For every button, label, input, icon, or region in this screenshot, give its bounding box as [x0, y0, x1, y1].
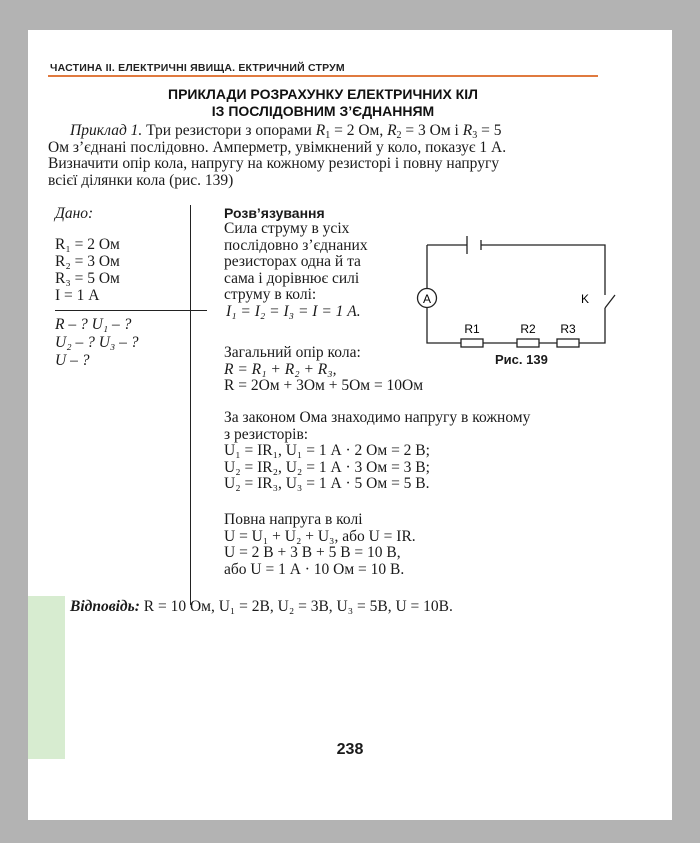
resistor-label-r2: R2 [520, 322, 536, 336]
header-rule [48, 75, 598, 77]
statement-line-4: всієї ділянки кола (рис. 139) [48, 171, 234, 189]
running-head: ЧАСТИНА ІІ. ЕЛЕКТРИЧНІ ЯВИЩА. ЕКТРИЧНИЙ СТРУМ [50, 62, 345, 74]
switch-label: K [581, 292, 590, 306]
side-tab [28, 596, 65, 759]
answer-text: R = 10 Ом, U₁ = 2В, U₂ = 3В, U₃ = 5В, U = 10В. [143, 598, 453, 615]
statement-line-3: Визначити опір кола, напругу на кожному резисторі і повну напругу [48, 155, 500, 172]
given-item: R₃ = 5 Ом [55, 270, 120, 287]
answer-label: Відповідь: [70, 598, 140, 615]
figure-caption: Рис. 139 [495, 352, 548, 367]
unknown-item: U – ? [55, 352, 90, 369]
section-title-line1: ПРИКЛАДИ РОЗРАХУНКУ ЕЛЕКТРИЧНИХ КІЛ [168, 86, 478, 102]
statement-line-1: Приклад 1. Три резистори з опорами $R_1 = 2$ Ом, $R_2 = 3$ Ом і $R_3 = 5$ [70, 122, 502, 141]
solution-paragraph-current: Сила струму в усіх послідовно з’єднаних резисторах одна й та сама і дорівнює силі струму в колі: I₁ = I₂ = I₃ = I = 1 А. [224, 220, 368, 320]
given-item: R₁ = 2 Ом [55, 236, 120, 253]
solution-paragraph-voltages: За законом Ома знаходимо напругу в кожному з резисторів: U₁ = IR₁, U₁ = 1 А · 2 Ом = 2 В; U₂ = IR₂, U₂ = 1 А · 3 Ом = 3 В; U₂ = IR₃, U₃ = 1 А · 5 Ом = 5 В. [224, 409, 531, 492]
solution-paragraph-total-voltage: Повна напруга в колі U = U₁ + U₂ + U₃, або U = IR. U = 2 В + 3 В + 5 В = 10 В, або U = 1 А · 10 Ом = 10 В. [224, 511, 416, 578]
resistor-label-r1: R1 [464, 322, 480, 336]
given-item: R₂ = 3 Ом [55, 253, 120, 270]
ammeter-icon: A [422, 292, 432, 306]
statement-line-2: Ом з’єднані послідовно. Амперметр, увімкнений у коло, показує 1 А. [48, 138, 507, 156]
answer-line [70, 598, 453, 616]
example-label: Приклад 1. [70, 122, 143, 139]
resistor-label-r3: R3 [560, 322, 576, 336]
example-statement [48, 123, 598, 189]
section-title-line2: ІЗ ПОСЛІДОВНИМ З’ЄДНАННЯМ [211, 103, 435, 119]
given-label: Дано: [55, 205, 94, 222]
page-number: 238 [336, 741, 364, 758]
given-divider [55, 310, 207, 311]
circuit-diagram [405, 233, 615, 351]
unknown-item: R – ? U₁ – ? [55, 316, 132, 333]
unknown-item: U₂ – ? U₃ – ? [55, 334, 139, 351]
unknowns-list [55, 316, 139, 370]
given-item: I = 1 А [55, 287, 100, 304]
column-divider [190, 205, 191, 605]
solution-paragraph-resistance: Загальний опір кола: R = R₁ + R₂ + R₃, R = 2Ом + 3Ом + 5Ом = 10Ом [224, 344, 424, 394]
solution-heading: Розв’язування [224, 205, 325, 221]
given-block [55, 205, 185, 369]
